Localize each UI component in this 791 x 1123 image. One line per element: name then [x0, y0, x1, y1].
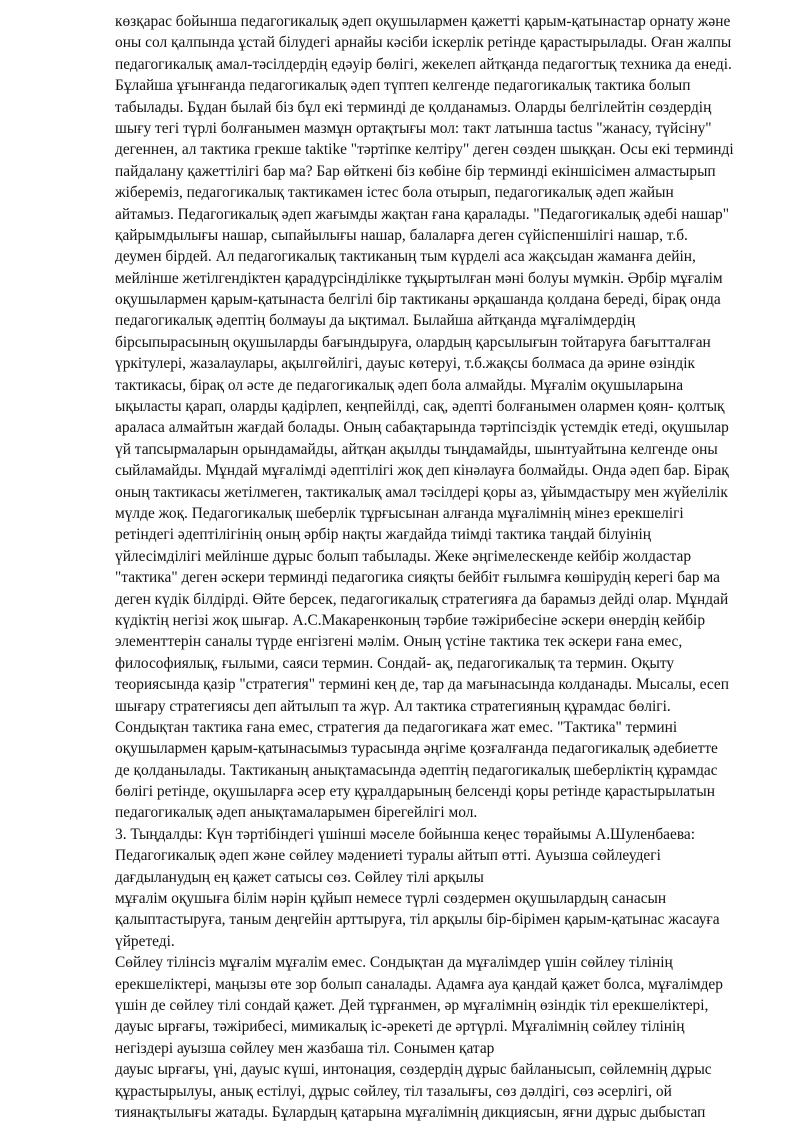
text-line: араласа алмайтын жағдай болады. Оның сабақтарында тәртіпсіздік үстемдік етеді, оқушылар [115, 419, 729, 437]
text-line: негіздері ауызша сөйлеу мен жазбаша тіл. Сонымен қатар [115, 1039, 495, 1057]
text-line: педагогикалық әдеп анықтамаларымен бірегейлігі мол. [115, 804, 478, 822]
text-line: 3. Тыңдалды: Күн тәртібіндегі үшінші мәселе бойынша кеңес төрайымы А.Шуленбаева: [115, 825, 696, 843]
text-line: үйлесімділігі мейлінше дұрыс болып табылады. Жеке әңгімелескенде кейбір жолдастар [115, 547, 692, 565]
text-line: мейлінше жетілгендіктен қарадүрсінділікке тұқыртылған мәні болуы мүмкін. Әрбір мұғалім [115, 269, 723, 287]
text-line: көзқарас бойынша педагогикалық әдеп оқушылармен қажетті қарым-қатынастар орнату және [115, 13, 731, 30]
text-line: бөлігі ретінде, оқушыларға әсер ету құралдарының белсенді қоры ретінде қарастырылатын [115, 783, 715, 801]
text-line: бірсыпырасының оқушыларды бағындыруға, олардың қарсылығын тойтаруға бағытталған [115, 333, 711, 351]
text-line: элементтерін саналы түрде енгізгені мәлім. Оның үстіне тактика тек әскери ғана емес, [115, 633, 683, 651]
text-line: тактикасы, бірақ ол әсте де педагогикалық әдеп бола алмайды. Мұғалім оқушыларына [115, 376, 684, 394]
text-line: Сөйлеу тілінсіз мұғалім мұғалім емес. Сондықтан да мұғалімдер үшін сөйлеу тілінің [115, 954, 673, 972]
text-line: педагогикалық амал-тәсілдердің едәуір бөлігі, жекелеп айтқанда педагогтық техника да енеді. [115, 55, 732, 73]
text-line: дауыс ырғағы, үні, дауыс күші, интонация, сөздердің дұрыс байланысып, сөйлемнің дұрыс [115, 1061, 712, 1079]
text-line: философиялық, ғылыми, саяси термин. Сондай- ақ, педагогикалық та термин. Оқыту [115, 654, 675, 672]
text-line: қалыптастыруға, таным деңгейін арттыруға, тіл арқылы бір-бірімен қарым-қатынас жасауға [115, 911, 720, 929]
text-line: қайрымдылығы нашар, сыпайылығы нашар, балаларға деген сүйіспеншілігі нашар, т.б. [115, 226, 688, 244]
text-line: тиянақтылығы жатады. Бұлардың қатарына мұғалімнің дикциясын, яғни дұрыс дыбыстап [115, 1103, 706, 1121]
text-line: мұғалім оқушыға білім нәрін құйып немесе түрлі сөздермен оқушылардың санасын [115, 890, 667, 908]
text-line: ерекшеліктері, маңызы өте зор болып саналады. Адамға ауа қандай қажет болса, мұғалімдер [115, 975, 723, 993]
text-line: үшін де сөйлеу тілі сондай қажет. Дей тұрғанмен, әр мұғалімнің өзіндік тіл ерекшеліктері, [115, 996, 709, 1014]
text-line: Бұлайша ұғынғанда педагогикалық әдеп түптеп келгенде педагогикалық тактика болып [115, 77, 691, 95]
text-line: оқушылармен қарым-қатынаста белгілі бір тактиканы әрқашанда қолдана береді, бірақ онда [115, 291, 721, 309]
text-line: пайдалану қажеттілігі бар ма? Бар өйткені біз көбіне бір терминді екіншісімен алмастырып [115, 162, 716, 180]
text-line: дағдыланудың ең қажет сатысы сөз. Сөйлеу тілі арқылы [115, 868, 484, 886]
text-line: құрастырылуы, анық естілуі, дұрыс сөйлеу, тіл тазалығы, сөз дәлдігі, сөз әсерлігі, ой [115, 1082, 672, 1100]
text-line: жібереміз, педагогикалық тактикамен істес бола отырып, педагогикалық әдеп жайын [115, 184, 674, 202]
document-body [115, 11, 734, 1123]
text-line: де қолданылады. Тактиканың анықтамасында әдептің педагогикалық шеберліктің құрамдас [115, 761, 718, 779]
text-line: оны сол қалпында ұстай білудегі арнайы кәсіби іскерлік ретінде қарастырылады. Оған жалпы [115, 34, 732, 52]
text-line: үркітулері, жазалаулары, ақылгөйлігі, дауыс көтеруі, т.б.жақсы болмаса да әрине өзіндік [115, 355, 695, 373]
text-line: сыйламайды. Мұндай мұғалімді әдептілігі жоқ деп кінәлауға болмайды. Онда әдеп бар. Бірақ [115, 462, 729, 480]
text-line: оқушылармен қарым-қатынасымыз турасында әңгіме қозғалғанда педагогикалық әдебиетте [115, 740, 718, 758]
text-line: үй тапсырмаларын орындамайды, айтқан ақылды тыңдамайды, шынтуайтына келгенде оны [115, 440, 718, 458]
text-line: мүлде жоқ. Педагогикалық шеберлік тұрғысынан алғанда мұғалімнің мінез ерекшелігі [115, 504, 684, 522]
text-line: үйретеді. [115, 932, 175, 950]
text-line: педагогикалық әдептің болмауы да ықтимал. Былайша айтқанда мұғалімдердің [115, 312, 636, 330]
text-line: дауыс ырғағы, тәжірибесі, мимикалық іс-әрекеті де әртүрлі. Мұғалімнің сөйлеу тілінің [115, 1018, 685, 1036]
text-line: "тактика" деген әскери терминді педагогика сияқты бейбіт ғылымға көшірудің керегі бар ма [115, 569, 720, 587]
text-line: шығу тегі түрлі болғанымен мазмұн ортақтығы мол: такт латынша tactus "жанасу, түйсіну" [115, 119, 712, 137]
text-line: деумен бірдей. Ал педагогикалық тактиканың тым күрделі аса жақсыдан жаманға дейін, [115, 248, 696, 266]
text-line: деген күдік білдірді. Өйте берсек, педагогикалық стратегияға да барамыз дейді олар. Мұндай [115, 590, 729, 608]
text-line: күдіктің негізі жоқ шығар. А.С.Макаренконың тәрбие тәжірибесіне әскери өнердің кейбір [115, 611, 706, 629]
text-line: оның тактикасы жетілмеген, тактикалық амал тәсілдері қоры аз, ұйымдастыру мен жүйелілік [115, 483, 728, 501]
text-line: табылады. Бұдан былай біз бұл екі терминді де қолданамыз. Оларды белгілейтін сөздердің [115, 98, 712, 116]
text-line: айтамыз. Педагогикалық әдеп жағымды жақтан ғана қаралады. "Педагогикалық әдебі нашар" [115, 205, 730, 223]
text-line: теориясында қазір "стратегия" термині кең де, тар да мағынасында колданады. Мысалы, есеп [115, 676, 729, 694]
text-line: дегеннен, ал тактика грекше taktike "тәртіпке келтіру" деген сөзден шыққан. Осы екі терминді [115, 141, 734, 159]
text-line: Педагогикалық әдеп және сөйлеу мәдениеті туралы айтып өтті. Ауызша сөйлеудегі [115, 847, 661, 865]
text-line: шығару стратегиясы деп айтылып та жүр. Ал тактика стратегияның құрамдас бөлігі. [115, 697, 671, 715]
text-line: Сондықтан тактика ғана емес, стратегия да педагогикаға жат емес. "Тактика" термині [115, 718, 678, 736]
text-line: ықыласты қарап, оларды қадірлеп, кеңпейілді, сақ, әдепті болғанымен олармен қоян- қолтық [115, 398, 725, 416]
text-line: ретіндегі әдептілігінің оның әрбір нақты жағдайда тиімді тактика таңдай білуінің [115, 526, 651, 544]
